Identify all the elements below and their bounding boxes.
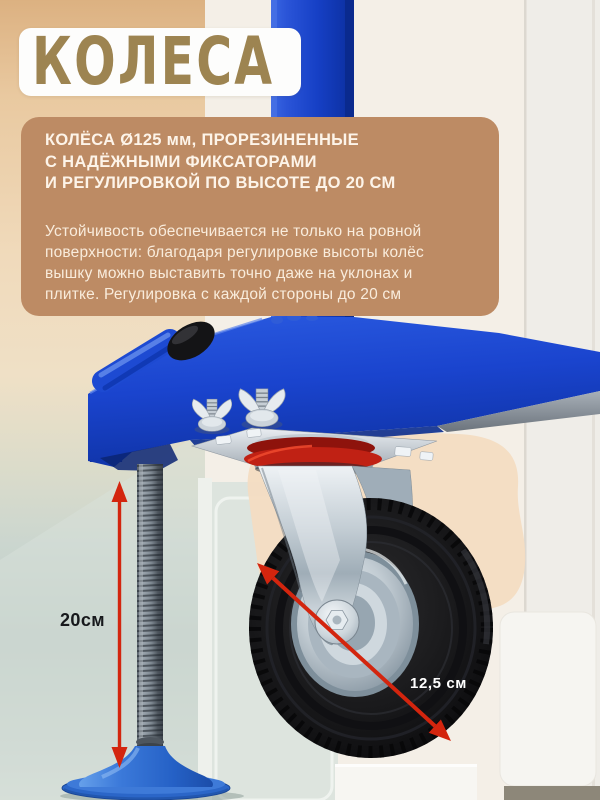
title-card xyxy=(19,23,301,100)
info-card xyxy=(21,117,499,316)
info-body-line: Устойчивость обеспечивается не только на ровной xyxy=(45,223,422,240)
info-heading-line: КОЛЁСА Ø125 мм, ПРОРЕЗИНЕННЫЕ xyxy=(45,131,359,149)
info-body-line: вышку можно выставить точно даже на уклонах и xyxy=(45,265,413,282)
info-heading xyxy=(45,130,396,195)
info-body-line: поверхности: благодаря регулировке высоты колёс xyxy=(45,244,424,261)
diameter-label: 12,5 см xyxy=(410,675,468,692)
height-label: 20см xyxy=(60,610,105,630)
page-title: КОЛЕСА xyxy=(32,23,275,100)
info-heading-line: С НАДЁЖНЫМИ ФИКСАТОРАМИ xyxy=(45,152,317,171)
threaded-rod xyxy=(135,464,165,753)
info-body-line: плитке. Регулировка с каждой стороны до 20 см xyxy=(45,286,402,303)
info-body xyxy=(45,221,424,305)
info-heading-line: И РЕГУЛИРОВКОЙ ПО ВЫСОТЕ ДО 20 СМ xyxy=(45,174,396,192)
